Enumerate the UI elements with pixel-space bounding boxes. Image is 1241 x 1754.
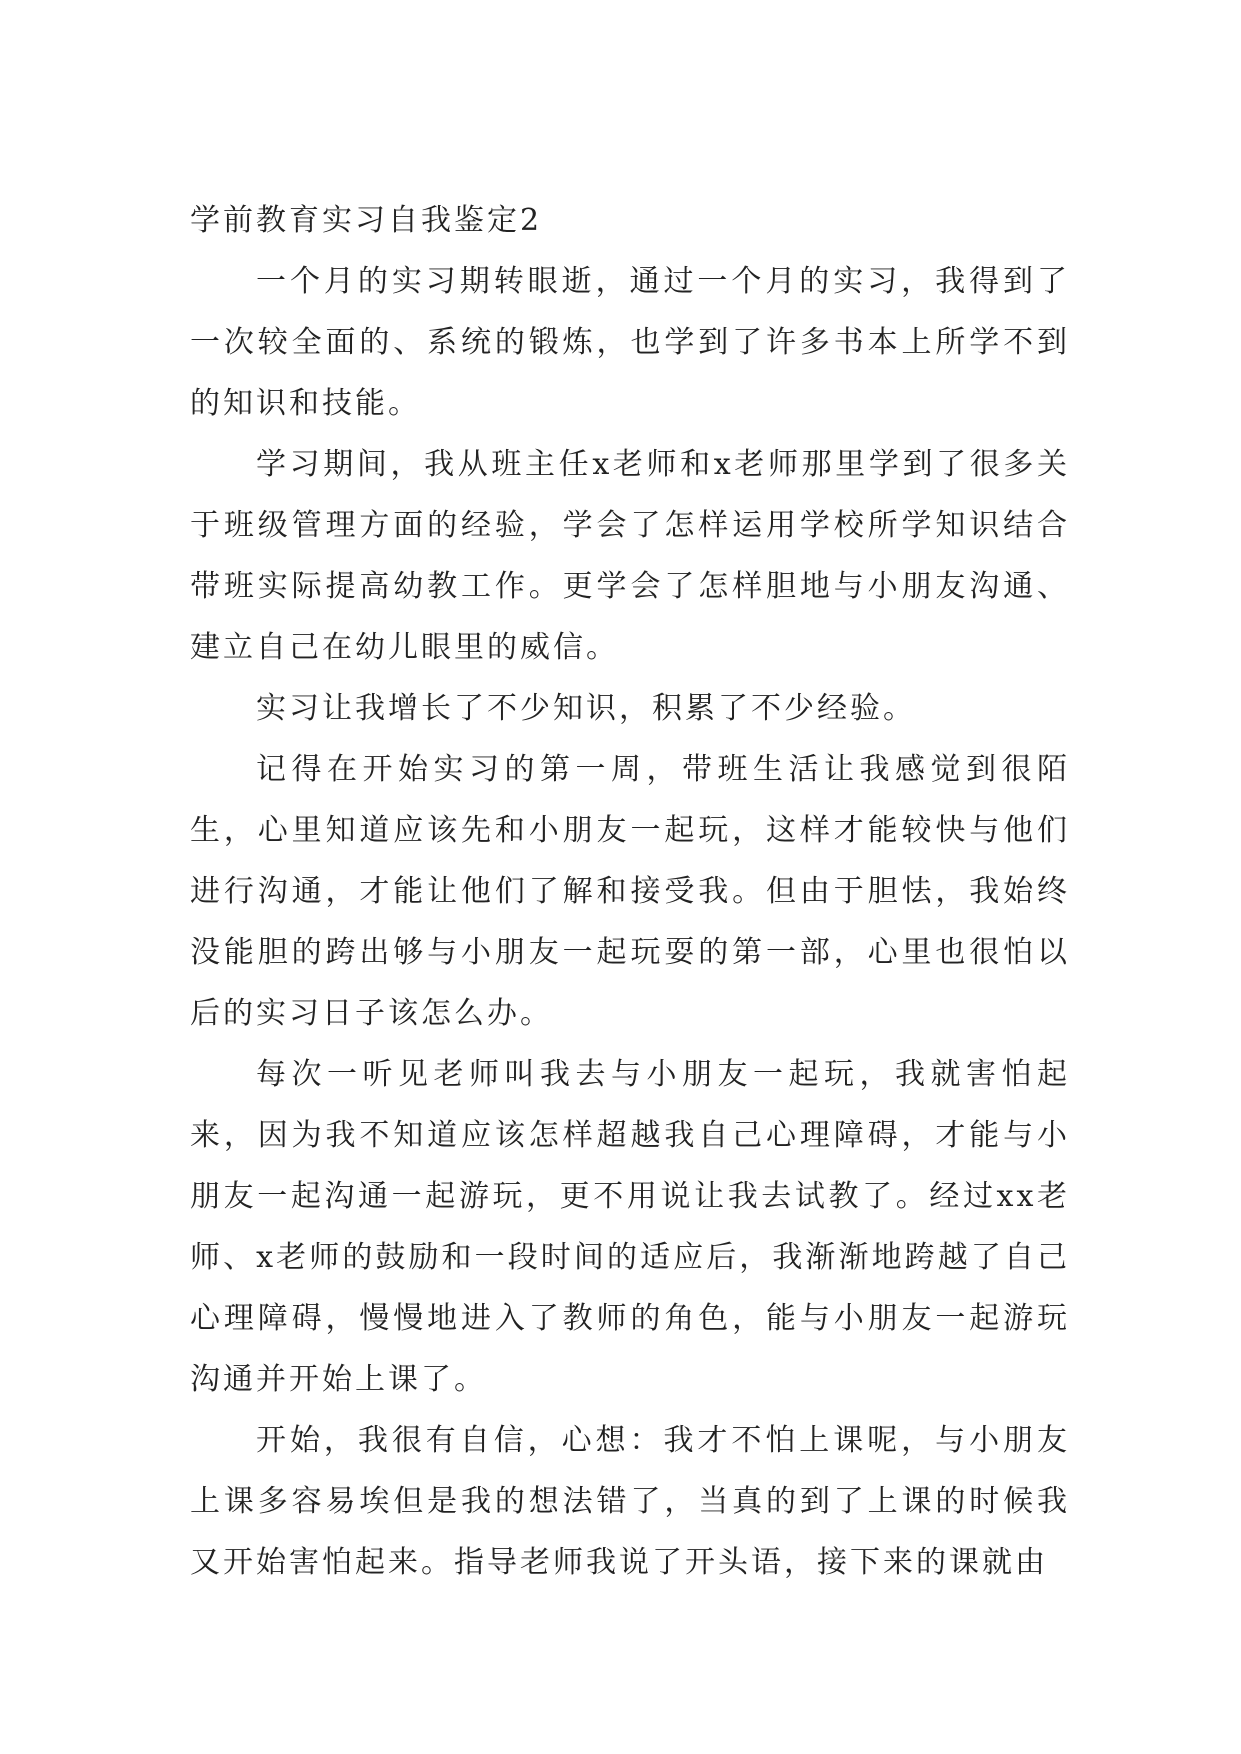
paragraph-5: 每次一听见老师叫我去与小朋友一起玩，我就害怕起来，因为我不知道应该怎样超越我自己心理障碍，才能与小朋友一起沟通一起游玩，更不用说让我去试教了。经过xx老师、x老师的鼓励和一段时间的适应后，我渐渐地跨越了自己心理障碍，慢慢地进入了教师的角色，能与小朋友一起游玩沟通并开始上课了。 (190, 1057, 1070, 1397)
paragraph-2: 学习期间，我从班主任x老师和x老师那里学到了很多关于班级管理方面的经验，学会了怎样运用学校所学知识结合带班实际提高幼教工作。更学会了怎样胆地与小朋友沟通、建立自己在幼儿眼里的威信。 (190, 447, 1070, 665)
paragraph-1: 一个月的实习期转眼逝，通过一个月的实习，我得到了一次较全面的、系统的锻炼，也学到了许多书本上所学不到的知识和技能。 (190, 264, 1070, 421)
paragraph-3: 实习让我增长了不少知识，积累了不少经验。 (256, 691, 916, 726)
paragraph-4: 记得在开始实习的第一周，带班生活让我感觉到很陌生，心里知道应该先和小朋友一起玩，这样才能较快与他们进行沟通，才能让他们了解和接受我。但由于胆怯，我始终没能胆的跨出够与小朋友一起玩耍的第一部，心里也很怕以后的实习日子该怎么办。 (190, 752, 1070, 1031)
document-body (190, 190, 1070, 1593)
document-title: 学前教育实习自我鉴定2 (190, 203, 543, 238)
paragraph-6: 开始，我很有自信，心想：我才不怕上课呢，与小朋友上课多容易埃但是我的想法错了，当真的到了上课的时候我又开始害怕起来。指导老师我说了开头语，接下来的课就由 (190, 1423, 1070, 1580)
